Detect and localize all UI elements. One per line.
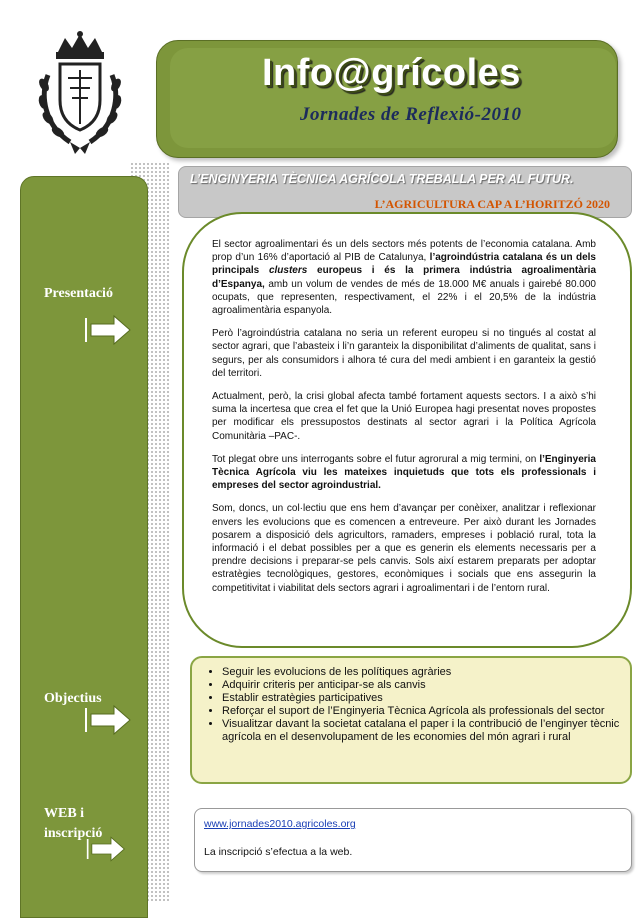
section-label-presentacio: Presentació xyxy=(44,286,113,301)
arrow-right-icon xyxy=(84,312,132,348)
headline-subtitle: L’AGRICULTURA CAP A L’HORITZÓ 2020 xyxy=(374,197,610,211)
headline-title: L’ENGINYERIA TÈCNICA AGRÍCOLA TREBALLA PER AL FUTUR. xyxy=(190,172,574,186)
registration-text: La inscripció s’efectua a la web. xyxy=(204,846,353,858)
paragraph-1-italic: clusters xyxy=(268,265,308,277)
paragraph-2: Però l’agroindústria catalana no seria un referent europeu si no tingués al costat al sector agrari, que l’abasteix i li’n garanteix la disponibilitat d’aliments de qualitat, sans i segurs, per als consumidors i alhora té cura del medi ambient i en garanteix la gestió del territori. xyxy=(212,328,596,379)
paragraph-4 xyxy=(212,453,596,493)
list-item: • Establir estratègies participatives xyxy=(222,692,620,705)
paragraph-5: Som, doncs, un col·lectiu que ens hem d’avançar per conèixer, analitzar i reflexionar envers les evolucions que es comencen a entreveure. Per això durant les Jornades posarem a disposició dels agricultors, ramaders, empreses i població rural, tota la informació i el debat possibles per a que es generin els elements necessaris per a prendre decisions i preparar-se pels canvis. Sols així estarem preparats per adoptar estratègies tecnològiques, gestores, econòmiques i socials que ens assegurin la competitivitat i viabilitat dels sectors agrari i agroalimentari i de l’entorn rural. xyxy=(212,503,596,594)
paragraph-1 xyxy=(212,238,596,317)
paragraph-1-bold: l’agroindústria catalana és un dels principals xyxy=(212,252,596,277)
paragraph-1-bold-2: europeus i és la primera indústria agroalimentària d’Espanya, xyxy=(212,265,597,290)
objectives-list xyxy=(200,666,620,744)
page-subtitle: Jornades de Reflexió-2010 xyxy=(300,104,522,125)
paragraph-3: Actualment, però, la crisi global afecta també fortament aquests sectors. I a això s’hi suma la incertesa que crea el fet que la Unió Europea hagi presentat noves propostes per modificar els pressupostos destinats al sector agrari i la Política Agrícola Comunitària –PAC-. xyxy=(212,391,596,442)
section-label-web-line2: inscripció xyxy=(44,826,103,841)
website-link[interactable]: www.jornades2010.agricoles.org xyxy=(204,818,356,830)
list-item: • Reforçar el suport de l’Enginyeria Tècnica Agrícola als professionals del sector xyxy=(222,705,620,718)
arrow-right-icon xyxy=(84,702,132,738)
paragraph-4-bold: l’Enginyeria Tècnica Agrícola viu les mateixes inquietuds que tots els professionals i empreses del sector agroindustrial. xyxy=(212,453,596,492)
page-title: Info@grícoles xyxy=(262,52,521,94)
list-item: • Seguir les evolucions de les polítiques agràries xyxy=(222,666,620,679)
paragraph-4-text: Tot plegat obre uns interrogants sobre el futur agrorural a mig termini, on xyxy=(212,453,540,465)
paragraph-1-text-2: amb un volum de vendes de més de 18.000 M€ anuals i gairebé 80.000 ocupats, que representen, respectivament, el 22% i el 20,5% de la indústria agroalimentària espanyola. xyxy=(212,278,596,317)
section-label-web-line1: WEB i xyxy=(44,806,85,821)
arrow-right-icon xyxy=(84,834,128,864)
list-item: • Adquirir criteris per anticipar-se als canvis xyxy=(222,679,620,692)
crest-logo xyxy=(30,30,130,160)
presentation-text xyxy=(212,238,596,605)
list-item: • Visualitzar davant la societat catalana el paper i la contribució de l’enginyer tècnic agrícola en el desenvolupament de les economies del món agrari i rural xyxy=(222,718,620,744)
section-label-objectius: Objectius xyxy=(44,691,102,706)
paragraph-1-text: El sector agroalimentari és un dels sectors més potents de l’economia catalana. Amb prop d’un 16% d’aportació al PIB de Catalunya, xyxy=(212,239,596,264)
